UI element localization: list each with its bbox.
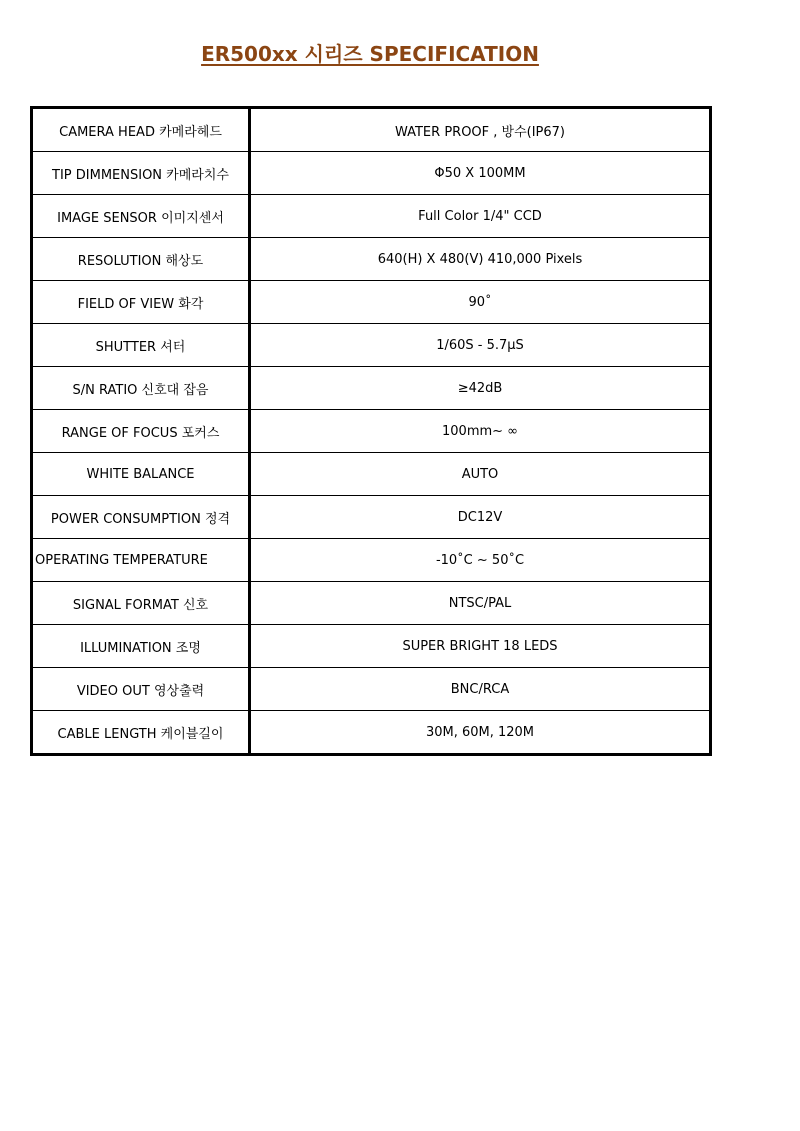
spec-label: OPERATING TEMPERATURE [32, 539, 250, 582]
spec-value: 640(H) X 480(V) 410,000 Pixels [250, 238, 711, 281]
table-row [32, 496, 711, 539]
spec-value: SUPER BRIGHT 18 LEDS [250, 625, 711, 668]
table-row [32, 324, 711, 367]
table-row [32, 195, 711, 238]
spec-value: NTSC/PAL [250, 582, 711, 625]
spec-value: ≥42dB [250, 367, 711, 410]
spec-value: 1/60S - 5.7μS [250, 324, 711, 367]
table-row [32, 152, 711, 195]
table-row [32, 367, 711, 410]
spec-value: 100mm~ ∞ [250, 410, 711, 453]
table-row [32, 539, 711, 582]
spec-value: Full Color 1/4" CCD [250, 195, 711, 238]
spec-label: ILLUMINATION 조명 [32, 625, 250, 668]
spec-label: SIGNAL FORMAT 신호 [32, 582, 250, 625]
table-row [32, 668, 711, 711]
spec-label: POWER CONSUMPTION 정격 [32, 496, 250, 539]
document-title: ER500xx 시리즈 SPECIFICATION [201, 42, 539, 66]
table-row [32, 238, 711, 281]
spec-label: SHUTTER 셔터 [32, 324, 250, 367]
spec-value: 30M, 60M, 120M [250, 711, 711, 755]
table-row [32, 410, 711, 453]
specification-table [30, 106, 712, 756]
spec-value: 90˚ [250, 281, 711, 324]
spec-label: CAMERA HEAD 카메라헤드 [32, 108, 250, 152]
spec-label: S/N RATIO 신호대 잡음 [32, 367, 250, 410]
spec-value: Φ50 X 100MM [250, 152, 711, 195]
spec-label: IMAGE SENSOR 이미지센서 [32, 195, 250, 238]
spec-value: BNC/RCA [250, 668, 711, 711]
spec-value: -10˚C ~ 50˚C [250, 539, 711, 582]
table-row [32, 711, 711, 755]
table-row [32, 281, 711, 324]
spec-label: CABLE LENGTH 케이블길이 [32, 711, 250, 755]
spec-label: FIELD OF VIEW 화각 [32, 281, 250, 324]
spec-value: WATER PROOF , 방수(IP67) [250, 108, 711, 152]
spec-value: AUTO [250, 453, 711, 496]
spec-label: RESOLUTION 해상도 [32, 238, 250, 281]
spec-label: WHITE BALANCE [32, 453, 250, 496]
table-row [32, 625, 711, 668]
spec-label: RANGE OF FOCUS 포커스 [32, 410, 250, 453]
table-row [32, 582, 711, 625]
spec-value: DC12V [250, 496, 711, 539]
table-row [32, 108, 711, 152]
spec-label: TIP DIMMENSION 카메라치수 [32, 152, 250, 195]
table-row [32, 453, 711, 496]
spec-label: VIDEO OUT 영상출력 [32, 668, 250, 711]
